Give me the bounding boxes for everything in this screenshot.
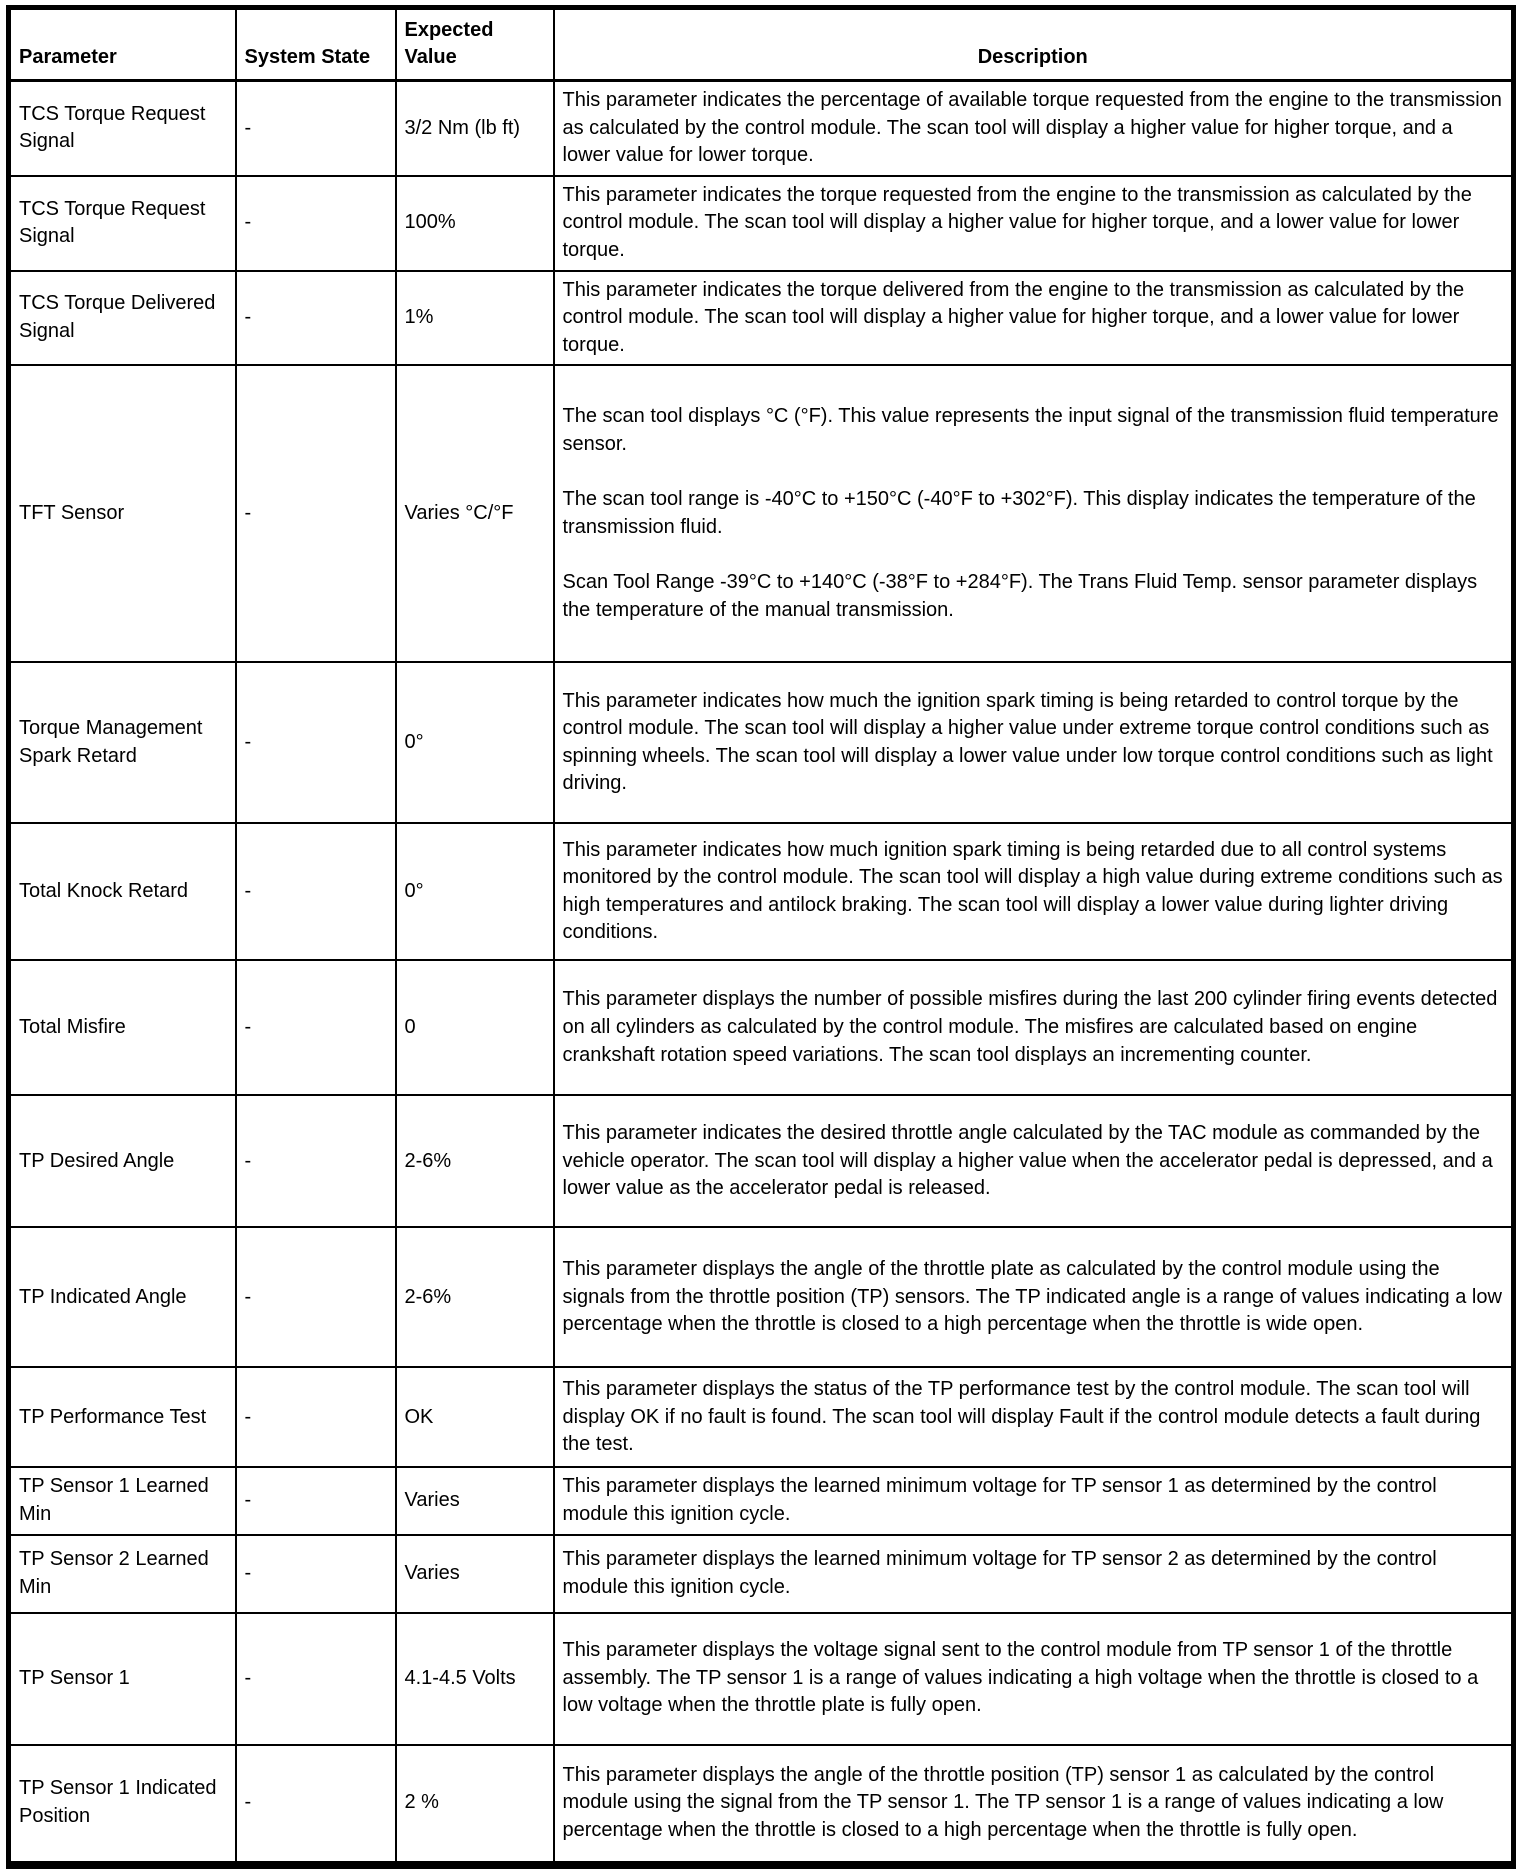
table-row [9,1745,1514,1865]
parameter-cell: TP Sensor 1 Learned Min [9,1467,236,1534]
system-state-cell: - [236,1467,396,1534]
system-state-cell: - [236,1613,396,1745]
description-paragraph: This parameter indicates the desired throttle angle calculated by the TAC module as commanded by the vehicle operator. The scan tool will display a higher value when the accelerator pedal is depressed, and a lower value as the accelerator pedal is released. [562,1121,1493,1200]
expected-value-cell: 100% [396,176,554,271]
system-state-cell: - [236,823,396,960]
parameter-cell: Total Knock Retard [9,823,236,960]
system-state-cell: - [236,1227,396,1367]
expected-value-cell: OK [396,1367,554,1467]
table-row [9,271,1514,366]
system-state-cell: - [236,960,396,1095]
system-state-cell: - [236,1535,396,1613]
description-cell [554,271,1514,366]
parameter-cell: TP Performance Test [9,1367,236,1467]
parameter-cell: TP Desired Angle [9,1095,236,1227]
description-cell [554,1095,1514,1227]
table-row [9,662,1514,823]
description-paragraph: The scan tool range is -40°C to +150°C (-40°F to +302°F). This display indicates the temperature of the transmission fluid. [562,488,1476,538]
description-paragraph: This parameter displays the angle of the throttle position (TP) sensor 1 as calculated by the control module using the signal from the TP sensor 1. The TP sensor 1 is a range of values indicating a low percentage when the throttle is closed to a high percentage when the throttle is fully open. [562,1763,1444,1841]
description-cell [554,960,1514,1095]
expected-value-cell: 0 [396,960,554,1095]
parameter-cell: TFT Sensor [9,365,236,662]
expected-value-cell: 4.1-4.5 Volts [396,1613,554,1745]
table-row [9,81,1514,176]
description-cell [554,81,1514,176]
system-state-cell: - [236,1367,396,1467]
table-row [9,1095,1514,1227]
parameter-cell: TCS Torque Request Signal [9,176,236,271]
table-row [9,1367,1514,1467]
header-parameter: Parameter [9,8,236,81]
description-cell [554,1227,1514,1367]
expected-value-cell: Varies [396,1467,554,1534]
parameter-cell: TP Sensor 1 [9,1613,236,1745]
description-cell [554,1613,1514,1745]
description-cell [554,176,1514,271]
description-paragraph: This parameter displays the voltage signal sent to the control module from TP sensor 1 of the throttle assembly. The TP sensor 1 is a range of values indicating a high voltage when the throttle is closed to a low voltage when the throttle plate is fully open. [562,1639,1479,1717]
table-row [9,1613,1514,1745]
table-row [9,960,1514,1095]
table-row [9,1467,1514,1534]
system-state-cell: - [236,1745,396,1865]
description-paragraph: This parameter indicates the percentage of available torque requested from the engine to the transmission as calculated by the control module. The scan tool will display a higher value for higher torque, and a lower value for lower torque. [562,89,1502,167]
expected-value-cell: 0° [396,662,554,823]
expected-value-cell: Varies [396,1535,554,1613]
expected-value-cell: 2 % [396,1745,554,1865]
description-cell [554,1367,1514,1467]
expected-value-cell: 2-6% [396,1095,554,1227]
table-row [9,365,1514,662]
description-paragraph: This parameter indicates the torque requested from the engine to the transmission as calculated by the control module. The scan tool will display a higher value for higher torque, and a lower value for lower torque. [562,183,1472,261]
expected-value-cell: 2-6% [396,1227,554,1367]
description-paragraph: This parameter indicates how much ignition spark timing is being retarded due to all control systems monitored by the control module. The scan tool will display a high value during extreme conditions such as high temperatures and antilock braking. The scan tool will display a lower value during lighter driving conditions. [562,838,1503,944]
description-cell [554,823,1514,960]
table-row [9,176,1514,271]
parameter-data-table [6,5,1516,1869]
system-state-cell: - [236,271,396,366]
system-state-cell: - [236,662,396,823]
table-row [9,823,1514,960]
parameter-cell: TP Sensor 2 Learned Min [9,1535,236,1613]
description-paragraph: This parameter displays the number of possible misfires during the last 200 cylinder firing events detected on all cylinders as calculated by the control module. The misfires are calculated based on engine crankshaft rotation speed variations. The scan tool displays an incrementing counter. [562,988,1498,1066]
header-system-state: System State [236,8,396,81]
parameter-cell: Torque Management Spark Retard [9,662,236,823]
system-state-cell: - [236,176,396,271]
system-state-cell: - [236,1095,396,1227]
header-row [9,8,1514,81]
description-cell [554,1467,1514,1534]
description-paragraph: This parameter displays the learned minimum voltage for TP sensor 1 as determined by the control module this ignition cycle. [562,1475,1437,1525]
header-expected-value: Expected Value [396,8,554,81]
description-paragraph: This parameter indicates the torque delivered from the engine to the transmission as calculated by the control module. The scan tool will display a higher value for higher torque, and a lower value for lower torque. [562,278,1465,356]
parameter-cell: TCS Torque Delivered Signal [9,271,236,366]
description-paragraph: Scan Tool Range -39°C to +140°C (-38°F to +284°F). The Trans Fluid Temp. sensor parameter displays the temperature of the manual transmission. [562,571,1478,622]
expected-value-cell: 0° [396,823,554,960]
parameter-cell: TCS Torque Request Signal [9,81,236,176]
description-paragraph: This parameter displays the angle of the throttle plate as calculated by the control module using the signals from the throttle position (TP) sensors. The TP indicated angle is a range of values indicating a low percentage when the throttle is closed to a high percentage when the throttle is wide open. [562,1257,1502,1336]
table-row [9,1227,1514,1367]
description-cell [554,662,1514,823]
parameter-cell: TP Indicated Angle [9,1227,236,1367]
description-cell [554,1745,1514,1865]
description-paragraph: This parameter indicates how much the ignition spark timing is being retarded to control torque by the control module. The scan tool will display a higher value under extreme torque control conditions such as spinning wheels. The scan tool will display a lower value under low torque control conditions such as light driving. [562,689,1493,795]
description-paragraph: This parameter displays the status of the TP performance test by the control module. The scan tool will display OK if no fault is found. The scan tool will display Fault if the control module detects a fault during the test. [562,1377,1481,1456]
expected-value-cell: Varies °C/°F [396,365,554,662]
description-paragraph: The scan tool displays °C (°F). This value represents the input signal of the transmission fluid temperature sensor. [562,405,1499,455]
expected-value-cell: 1% [396,271,554,366]
header-description: Description [554,8,1514,81]
parameter-cell: TP Sensor 1 Indicated Position [9,1745,236,1865]
parameter-cell: Total Misfire [9,960,236,1095]
system-state-cell: - [236,365,396,662]
description-paragraph: This parameter displays the learned minimum voltage for TP sensor 2 as determined by the control module this ignition cycle. [562,1547,1437,1598]
description-cell [554,365,1514,662]
description-cell [554,1535,1514,1613]
expected-value-cell: 3/2 Nm (lb ft) [396,81,554,176]
table-row [9,1535,1514,1613]
system-state-cell: - [236,81,396,176]
